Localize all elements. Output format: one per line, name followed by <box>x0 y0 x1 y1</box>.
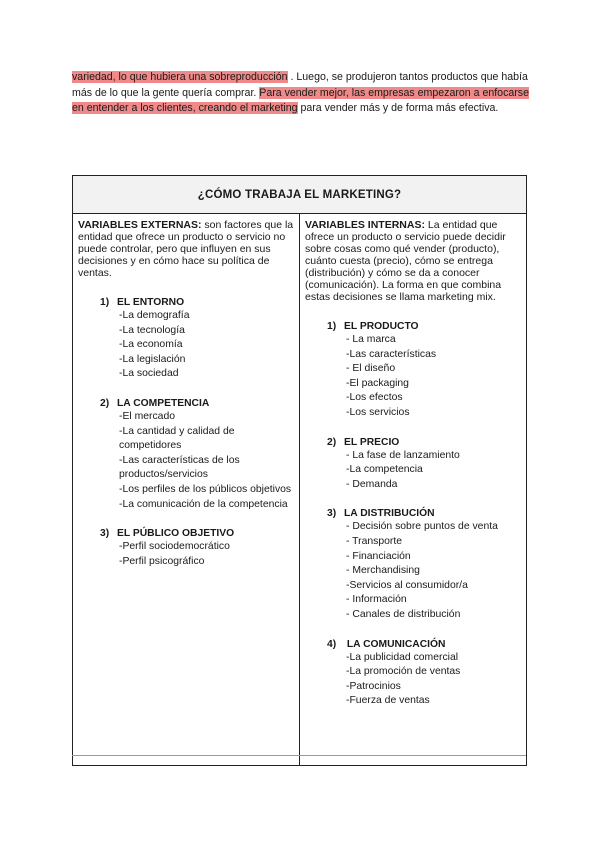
section-producto <box>327 320 521 421</box>
list-item: - Transporte <box>346 535 403 547</box>
list-item: -Patrocinios <box>346 680 401 692</box>
list-item: - Financiación <box>346 550 411 562</box>
list-item: -La promoción de ventas <box>346 666 461 678</box>
marketing-table <box>72 175 527 766</box>
internal-heading: VARIABLES INTERNAS: <box>305 219 425 231</box>
list-item: -Los perfiles de los públicos objetivos <box>119 483 292 495</box>
intro-text-2: para vender más y de forma más efectiva. <box>297 102 499 114</box>
section-entorno <box>100 296 294 382</box>
list-item: - Decisión sobre puntos de venta <box>346 521 498 533</box>
list-item: -Fuerza de ventas <box>346 695 430 707</box>
list-item: -La sociedad <box>119 368 179 380</box>
section-title: 1) EL ENTORNO <box>100 297 185 308</box>
external-description <box>78 219 294 279</box>
section-competencia <box>100 397 294 512</box>
external-variables-cell <box>73 214 300 766</box>
list-item: -La demografía <box>119 310 190 321</box>
external-text: son factores que la entidad que ofrece un producto o servicio no puede controlar, pero que influyen en sus decisiones y en cómo hace su política de ventas. <box>78 219 294 279</box>
list-item: -Servicios al consumidor/a <box>346 579 468 591</box>
highlight-sobreproduccion: variedad, lo que hubiera una sobreproducción <box>72 71 288 83</box>
intro-text-1: . Luego, se produjeron tantos productos que había más de lo que la gente quería comprar. <box>72 71 528 99</box>
section-precio <box>327 436 521 493</box>
table-title: ¿CÓMO TRABAJA EL MARKETING? <box>73 176 527 214</box>
list-item: -Las características de los productos/servicios <box>119 454 240 481</box>
external-heading: VARIABLES EXTERNAS: <box>78 219 202 231</box>
list-item: -Los servicios <box>346 406 410 418</box>
list-item: - La marca <box>346 334 396 345</box>
list-item: - Información <box>346 594 407 606</box>
section-title: 3) LA DISTRIBUCIÓN <box>327 508 435 520</box>
internal-description <box>305 219 521 303</box>
section-distribucion <box>327 507 521 622</box>
list-item: -La tecnología <box>119 324 185 336</box>
list-item: -La competencia <box>346 464 423 476</box>
list-item: -El mercado <box>119 410 176 422</box>
list-item: -Los efectos <box>346 392 403 404</box>
list-item: -La publicidad comercial <box>346 651 459 663</box>
section-title: 1) EL PRODUCTO <box>327 321 419 332</box>
list-item: -Perfil sociodemocrático <box>119 541 230 553</box>
internal-variables-cell <box>300 214 527 766</box>
section-comunicacion <box>327 638 521 709</box>
list-item: - La fase de lanzamiento <box>346 449 460 461</box>
list-item: - Demanda <box>346 478 398 490</box>
section-title: 3) EL PÚBLICO OBJETIVO <box>100 528 235 540</box>
list-item: -Perfil psicográfico <box>119 555 205 567</box>
list-item: - Merchandising <box>346 565 420 577</box>
page-bottom-rule <box>72 755 526 756</box>
section-title: 2) LA COMPETENCIA <box>100 397 210 409</box>
list-item: -La legislación <box>119 353 186 365</box>
list-item: -La cantidad y calidad de competidores <box>119 425 235 452</box>
intro-paragraph <box>72 70 532 117</box>
internal-text: La entidad que ofrece un producto o servicio puede decidir sobre cosas como qué vender (producto), cuánto cuesta (precio), cómo se entrega (distribución) y cómo se da a conocer (comunicación). La forma en que combina estas decisiones se llama marketing mix. <box>305 219 506 303</box>
list-item: - El diseño <box>346 363 396 375</box>
list-item: -El packaging <box>346 377 409 389</box>
section-title: 2) EL PRECIO <box>327 436 400 448</box>
section-title: 4) LA COMUNICACIÓN <box>327 638 446 650</box>
highlight-marketing: Para vender mejor, las empresas empezaron a enfocarse en entender a los clientes, creando el marketing <box>72 86 529 114</box>
list-item: -La comunicación de la competencia <box>119 498 288 510</box>
list-item: - Canales de distribución <box>346 608 461 620</box>
list-item: -Las características <box>346 348 437 360</box>
list-item: -La economía <box>119 339 183 351</box>
section-publico-objetivo <box>100 527 294 569</box>
